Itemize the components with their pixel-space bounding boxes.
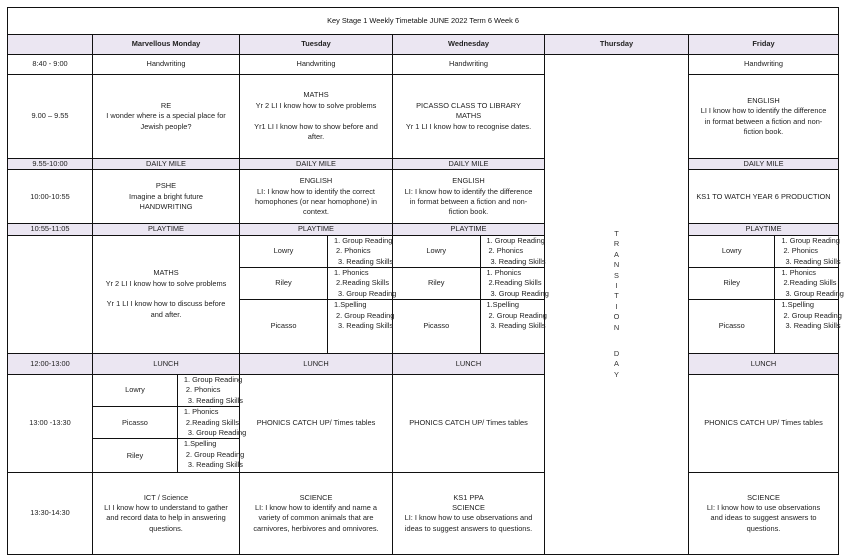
cell-monday [93, 472, 240, 554]
cell-monday: Handwriting [93, 55, 240, 75]
activity-item: 3. Group Reading [490, 288, 549, 298]
activity-item: 1.Spelling [486, 300, 519, 310]
cell-tuesday: LUNCH [240, 353, 393, 374]
time-slot: 9.55-10:00 [8, 159, 93, 170]
subject-heading: KS1 PPA [453, 492, 484, 502]
activity-item: 1. Group Reading [334, 235, 393, 245]
transition-letter: N [613, 322, 620, 332]
activity-item: 1. Phonics [486, 268, 522, 278]
cell-text-line: and after. [150, 309, 182, 319]
transition-letter: R [613, 239, 620, 249]
activity-item: 1.Spelling [183, 439, 217, 449]
cell-text-line: LI: I know how to identify and name a [254, 503, 378, 513]
transition-letter: N [613, 260, 620, 270]
activity-item: 3. Reading Skills [785, 321, 841, 331]
cell-friday: PHONICS CATCH UP/ Times tables [689, 374, 839, 472]
subject-heading: SCIENCE [299, 492, 333, 502]
activity-item: 2.Reading Skills [488, 278, 542, 288]
cell-wednesday: DAILY MILE [393, 159, 545, 170]
group-activities [177, 407, 247, 439]
group-activities [328, 268, 397, 300]
cell-text-line: LI: I know how to use observations [706, 503, 821, 513]
cell-text-line: LI I know how to identify the difference [700, 106, 827, 116]
cell-friday: LUNCH [689, 353, 839, 374]
group-activities [177, 439, 245, 472]
cell-wednesday: PLAYTIME [393, 224, 545, 235]
activity-item: 3. Group Reading [187, 428, 247, 438]
subject-heading: PICASSO CLASS TO LIBRARY [416, 100, 521, 110]
cell-text-line: Yr 1 LI I know how to discuss before [106, 299, 226, 309]
group-activities [328, 300, 395, 353]
subject-heading: MATHS [303, 90, 329, 100]
time-slot: 13:30-14:30 [8, 472, 93, 554]
group-name: Picasso [93, 407, 177, 439]
activity-item: 2.Reading Skills [783, 278, 837, 288]
cell-text-line: and ideas to suggest answers to [710, 513, 817, 523]
cell-text-line: MATHS [455, 111, 482, 121]
cell-wednesday [393, 170, 545, 224]
cell-friday: Handwriting [689, 55, 839, 75]
activity-item: 3. Reading Skills [187, 395, 243, 405]
cell-monday [93, 170, 240, 224]
group-name: Picasso [393, 300, 480, 353]
group-activities [177, 374, 243, 407]
group-activities [480, 268, 549, 300]
day-header-wednesday: Wednesday [393, 35, 545, 55]
group-name: Lowry [393, 236, 480, 268]
cell-tuesday [240, 75, 393, 159]
cell-text-line: after. [307, 132, 325, 142]
cell-monday: PLAYTIME [93, 224, 240, 235]
day-header-monday: Marvellous Monday [93, 35, 240, 55]
subject-heading: KS1 TO WATCH YEAR 6 PRODUCTION [696, 191, 831, 201]
group-name: Picasso [240, 300, 328, 353]
thursday-transition-day [545, 55, 689, 555]
cell-text-line: and record data to help in answering [106, 513, 226, 523]
group-activities [775, 300, 842, 353]
group-name: Riley [240, 268, 328, 300]
cell-friday [689, 170, 839, 224]
activity-item: 2. Phonics [783, 246, 818, 256]
cell-text-line: fiction book. [743, 126, 784, 136]
cell-text-line: LI: I know how to identify the difference [404, 186, 533, 196]
group-activities [480, 236, 544, 268]
activity-item: 1. Phonics [781, 268, 816, 278]
page-title: Key Stage 1 Weekly Timetable JUNE 2022 Term 6 Week 6 [8, 8, 839, 35]
activity-item: 2. Group Reading [336, 310, 395, 320]
cell-tuesday: DAILY MILE [240, 159, 393, 170]
cell-friday [689, 75, 839, 159]
activity-item: 3. Reading Skills [338, 256, 394, 266]
day-header-friday: Friday [689, 35, 839, 55]
day-header-thursday: Thursday [545, 35, 689, 55]
time-slot: 10:55-11:05 [8, 224, 93, 235]
group-name: Lowry [240, 236, 328, 268]
cell-monday: LUNCH [93, 353, 240, 374]
transition-day-text [549, 229, 684, 380]
activity-item: 2. Phonics [488, 246, 524, 256]
cell-text-line: HANDWRITING [139, 202, 193, 212]
activity-item: 2. Group Reading [185, 449, 245, 459]
subject-heading: SCIENCE [747, 492, 780, 502]
group-activities [775, 235, 841, 268]
activity-item: 1. Phonics [183, 407, 219, 417]
cell-text-line: LI I know how to understand to gather [104, 503, 228, 513]
cell-friday-groups [689, 235, 844, 353]
cell-wednesday [393, 75, 545, 159]
cell-wednesday: PHONICS CATCH UP/ Times tables [393, 374, 545, 472]
subject-heading: MATHS [153, 268, 179, 278]
transition-letter: I [615, 281, 618, 291]
cell-wednesday-groups [393, 235, 549, 353]
group-name: Picasso [689, 300, 775, 353]
activity-item: 2. Phonics [185, 385, 221, 395]
subject-heading: ENGLISH [452, 176, 485, 186]
spacer [244, 111, 388, 121]
cell-text-line: variety of common animals that are [258, 513, 374, 523]
time-slot: 13:00 -13:30 [8, 374, 93, 472]
cell-text-line: Yr 2 LI I know how to solve problems [255, 100, 377, 110]
day-header-tuesday: Tuesday [240, 35, 393, 55]
cell-text-line: carnivores, herbivores and omnivores. [253, 523, 379, 533]
subject-heading: ENGLISH [299, 176, 333, 186]
time-slot: 9.00 – 9.55 [8, 75, 93, 159]
cell-text-line: in format between a fiction and non- [409, 196, 528, 206]
activity-item: 2.Reading Skills [336, 278, 390, 288]
spacer [97, 289, 235, 299]
cell-text-line: I wonder where is a special place for [106, 111, 226, 121]
activity-item: 3. Reading Skills [490, 321, 546, 331]
time-slot [8, 235, 93, 353]
subject-heading: PSHE [155, 181, 177, 191]
activity-item: 2. Group Reading [783, 310, 842, 320]
cell-monday [93, 235, 240, 353]
transition-letter: D [613, 348, 620, 358]
cell-text-line: Yr 2 LI I know how to solve problems [105, 278, 227, 288]
cell-tuesday: PLAYTIME [240, 224, 393, 235]
cell-text-line: Yr 1 LI I know how to recognise dates. [405, 121, 532, 131]
activity-item: 2.Reading Skills [185, 417, 239, 427]
cell-text-line: in format between a fiction and non- [704, 116, 823, 126]
subject-heading: RE [160, 100, 172, 110]
cell-friday: DAILY MILE [689, 159, 839, 170]
cell-text-line: LI: I know how to use observations and [404, 513, 533, 523]
activity-item: 3. Reading Skills [187, 460, 243, 470]
cell-text-line: Imagine a bright future [129, 191, 203, 201]
time-header [8, 35, 93, 55]
cell-tuesday [240, 472, 393, 554]
cell-monday [93, 75, 240, 159]
cell-friday: PLAYTIME [689, 224, 839, 235]
activity-item: 1. Group Reading [183, 374, 243, 384]
activity-item: 2. Phonics [336, 246, 371, 256]
activity-item: 1.Spelling [781, 300, 814, 310]
activity-item: 1.Spelling [334, 300, 367, 310]
cell-text-line: SCIENCE [452, 503, 485, 513]
cell-text-line: Yr1 LI I know how to show before and [254, 121, 378, 131]
activity-item: 1. Phonics [334, 268, 369, 278]
activity-item: 3. Group Reading [785, 288, 844, 298]
transition-letter: A [614, 249, 619, 259]
transition-letter: A [614, 359, 619, 369]
cell-wednesday: Handwriting [393, 55, 545, 75]
transition-letter: O [613, 312, 620, 322]
subject-heading: ENGLISH [747, 95, 780, 105]
cell-text-line: ideas to suggest answers to questions. [404, 523, 533, 533]
transition-letter: T [614, 229, 619, 239]
activity-item: 3. Reading Skills [490, 256, 546, 266]
cell-friday [689, 472, 839, 554]
timetable [7, 7, 844, 555]
subject-heading: ICT / Science [143, 492, 189, 502]
group-activities [775, 268, 844, 300]
group-name: Lowry [689, 236, 775, 268]
transition-letter: Y [614, 369, 619, 379]
spacer [549, 333, 684, 349]
cell-text-line: Jewish people? [140, 121, 192, 131]
cell-text-line: questions. [746, 523, 781, 533]
cell-tuesday: PHONICS CATCH UP/ Times tables [240, 374, 393, 472]
activity-item: 3. Group Reading [338, 288, 397, 298]
activity-item: 3. Reading Skills [338, 321, 394, 331]
time-slot: 12:00-13:00 [8, 353, 93, 374]
transition-letter: S [614, 270, 619, 280]
cell-text-line: LI: I know how to identify the correct [257, 186, 375, 196]
cell-wednesday [393, 472, 545, 554]
group-activities [480, 300, 547, 353]
transition-letter: I [615, 301, 618, 311]
group-activities [328, 236, 392, 268]
activity-item: 3. Reading Skills [785, 256, 841, 266]
time-slot: 8:40 - 9:00 [8, 55, 93, 75]
cell-monday: DAILY MILE [93, 159, 240, 170]
group-name: Riley [689, 268, 775, 300]
transition-letter: T [614, 291, 619, 301]
cell-monday-groups [93, 374, 247, 472]
activity-item: 1. Group Reading [486, 235, 545, 245]
activity-item: 2. Group Reading [488, 310, 547, 320]
cell-wednesday: LUNCH [393, 353, 545, 374]
cell-text-line: context. [303, 207, 329, 217]
cell-tuesday: Handwriting [240, 55, 393, 75]
cell-text-line: homophones (or near homophone) in [254, 196, 378, 206]
activity-item: 1. Group Reading [781, 235, 840, 245]
group-name: Riley [93, 439, 177, 472]
cell-text-line: questions. [149, 523, 183, 533]
cell-text-line: fiction book. [448, 207, 489, 217]
cell-tuesday-groups [240, 235, 397, 353]
group-name: Lowry [93, 375, 177, 407]
cell-tuesday [240, 170, 393, 224]
time-slot: 10:00-10:55 [8, 170, 93, 224]
group-name: Riley [393, 268, 480, 300]
